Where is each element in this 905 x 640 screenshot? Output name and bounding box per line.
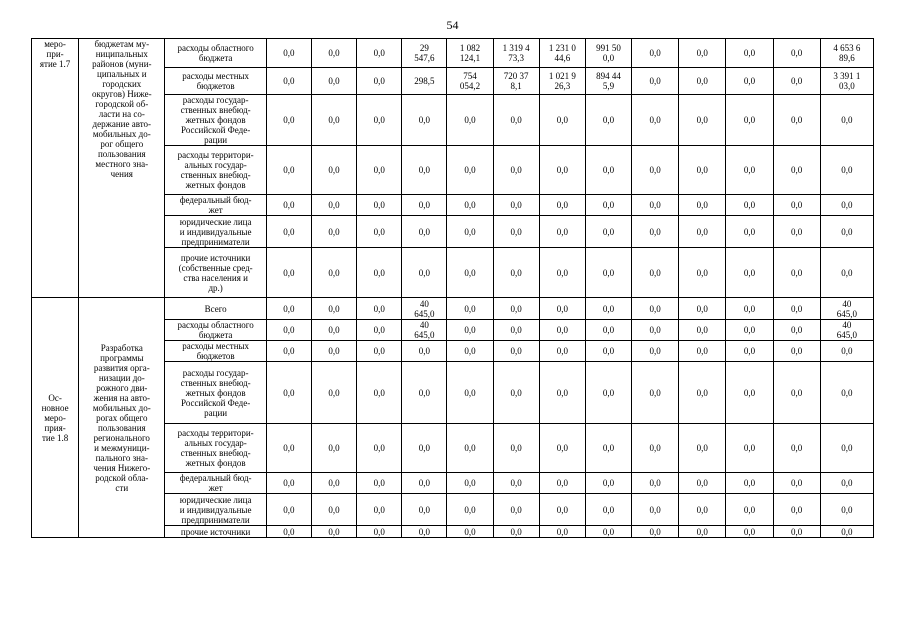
value-cell: 0,0 [585,424,631,473]
value-cell: 0,0 [585,216,631,248]
value-cell: 0,0 [447,95,493,146]
value-cell: 0,0 [820,362,873,424]
value-cell: 0,0 [493,473,539,494]
value-cell: 0,0 [493,95,539,146]
value-cell: 0,0 [266,195,311,216]
value-cell: 0,0 [726,68,773,95]
value-cell: 1 319 4 73,3 [493,39,539,68]
value-cell: 40 645,0 [402,298,447,320]
value-cell: 0,0 [679,248,726,298]
value-cell: 0,0 [311,362,356,424]
value-cell: 0,0 [632,526,679,538]
value-cell: 0,0 [402,146,447,195]
value-cell: 0,0 [311,320,356,341]
value-cell: 0,0 [726,424,773,473]
value-cell: 0,0 [493,362,539,424]
value-cell: 0,0 [493,424,539,473]
value-cell: 0,0 [632,146,679,195]
value-cell: 0,0 [585,195,631,216]
value-cell: 0,0 [773,473,820,494]
value-cell: 0,0 [266,424,311,473]
funding-source-label: юридические лица и индивидуальные предприниматели [165,494,266,526]
value-cell: 0,0 [357,248,402,298]
value-cell: 0,0 [539,95,585,146]
value-cell: 1 231 0 44,6 [539,39,585,68]
value-cell: 0,0 [357,424,402,473]
value-cell: 0,0 [402,216,447,248]
value-cell: 0,0 [773,248,820,298]
value-cell: 0,0 [632,216,679,248]
value-cell: 0,0 [679,298,726,320]
funding-source-label: расходы местных бюджетов [165,341,266,362]
value-cell: 0,0 [311,526,356,538]
value-cell: 0,0 [357,95,402,146]
value-cell: 0,0 [726,298,773,320]
value-cell: 0,0 [539,320,585,341]
measure-description: Разработка программы развития орга- низации до- рожного дви- жения на авто- мобильных до- рогах общего пользования регионального и межмуници- пального зна- чения Нижего- родской обла- сти [79,298,165,538]
funding-source-label: расходы государ- ственных внебюд- жетных фондов Российской Феде- рации [165,362,266,424]
value-cell: 0,0 [539,341,585,362]
value-cell: 0,0 [311,195,356,216]
value-cell: 0,0 [585,248,631,298]
value-cell: 0,0 [679,146,726,195]
value-cell: 0,0 [585,298,631,320]
value-cell: 0,0 [447,248,493,298]
value-cell: 0,0 [726,39,773,68]
value-cell: 0,0 [679,68,726,95]
value-cell: 0,0 [726,341,773,362]
value-cell: 0,0 [820,248,873,298]
value-cell: 0,0 [820,424,873,473]
value-cell: 0,0 [539,526,585,538]
value-cell: 0,0 [679,473,726,494]
value-cell: 0,0 [679,95,726,146]
value-cell: 0,0 [493,494,539,526]
value-cell: 0,0 [632,362,679,424]
value-cell: 0,0 [585,95,631,146]
value-cell: 0,0 [311,146,356,195]
funding-source-label: расходы местных бюджетов [165,68,266,95]
measure-description: бюджетам му- ниципальных районов (муни- ципальных и городских округов) Ниже- городской об- ласти на со- держание авто- мобильных до- рог общего пользования местного зна- чения [79,39,165,298]
value-cell: 0,0 [357,39,402,68]
value-cell: 0,0 [447,298,493,320]
value-cell: 0,0 [311,248,356,298]
value-cell: 3 391 1 03,0 [820,68,873,95]
value-cell: 0,0 [820,195,873,216]
value-cell: 0,0 [679,216,726,248]
value-cell: 0,0 [585,362,631,424]
value-cell: 0,0 [357,298,402,320]
value-cell: 0,0 [311,95,356,146]
value-cell: 720 37 8,1 [493,68,539,95]
value-cell: 0,0 [679,195,726,216]
value-cell: 0,0 [585,494,631,526]
value-cell: 0,0 [447,494,493,526]
value-cell: 0,0 [726,216,773,248]
value-cell: 0,0 [402,424,447,473]
value-cell: 754 054,2 [447,68,493,95]
value-cell: 0,0 [632,39,679,68]
value-cell: 0,0 [493,320,539,341]
value-cell: 0,0 [585,146,631,195]
value-cell: 0,0 [311,68,356,95]
value-cell: 0,0 [632,195,679,216]
value-cell: 0,0 [402,526,447,538]
funding-source-label: расходы государ- ственных внебюд- жетных фондов Российской Феде- рации [165,95,266,146]
value-cell: 0,0 [726,494,773,526]
funding-source-label: федеральный бюд- жет [165,473,266,494]
value-cell: 0,0 [311,298,356,320]
value-cell: 0,0 [402,341,447,362]
value-cell: 0,0 [539,216,585,248]
value-cell: 1 082 124,1 [447,39,493,68]
value-cell: 0,0 [539,494,585,526]
value-cell: 0,0 [493,526,539,538]
value-cell: 0,0 [357,362,402,424]
value-cell: 0,0 [679,39,726,68]
value-cell: 0,0 [266,320,311,341]
value-cell: 0,0 [632,473,679,494]
value-cell: 0,0 [447,424,493,473]
value-cell: 0,0 [266,248,311,298]
value-cell: 40 645,0 [820,320,873,341]
value-cell: 0,0 [632,95,679,146]
value-cell: 1 021 9 26,3 [539,68,585,95]
value-cell: 0,0 [266,298,311,320]
value-cell: 0,0 [266,39,311,68]
value-cell: 0,0 [820,146,873,195]
value-cell: 0,0 [679,494,726,526]
value-cell: 0,0 [679,526,726,538]
table-row [32,298,874,320]
value-cell: 0,0 [773,362,820,424]
value-cell: 0,0 [773,146,820,195]
value-cell: 4 653 6 89,6 [820,39,873,68]
value-cell: 0,0 [266,68,311,95]
value-cell: 0,0 [357,473,402,494]
value-cell: 0,0 [357,526,402,538]
value-cell: 0,0 [447,320,493,341]
value-cell: 0,0 [539,298,585,320]
value-cell: 0,0 [773,95,820,146]
value-cell: 0,0 [357,320,402,341]
value-cell: 0,0 [402,473,447,494]
funding-source-label: федеральный бюд- жет [165,195,266,216]
value-cell: 0,0 [266,473,311,494]
value-cell: 0,0 [820,95,873,146]
page-number: 54 [446,18,459,32]
value-cell: 0,0 [266,526,311,538]
value-cell: 0,0 [311,216,356,248]
funding-source-label: Всего [165,298,266,320]
value-cell: 0,0 [266,95,311,146]
value-cell: 0,0 [357,146,402,195]
value-cell: 0,0 [726,362,773,424]
value-cell: 0,0 [447,195,493,216]
value-cell: 0,0 [539,473,585,494]
value-cell: 0,0 [585,320,631,341]
value-cell: 0,0 [585,526,631,538]
value-cell: 894 44 5,9 [585,68,631,95]
value-cell: 0,0 [266,494,311,526]
value-cell: 0,0 [726,146,773,195]
value-cell: 0,0 [493,341,539,362]
value-cell: 0,0 [493,298,539,320]
value-cell: 0,0 [632,298,679,320]
funding-source-label: юридические лица и индивидуальные предприниматели [165,216,266,248]
value-cell: 0,0 [357,216,402,248]
value-cell: 0,0 [773,298,820,320]
value-cell: 0,0 [447,362,493,424]
value-cell: 0,0 [632,424,679,473]
value-cell: 0,0 [632,248,679,298]
value-cell: 0,0 [632,494,679,526]
table-row [32,39,874,68]
value-cell: 0,0 [585,341,631,362]
funding-source-label: расходы областного бюджета [165,39,266,68]
value-cell: 0,0 [820,341,873,362]
value-cell: 0,0 [311,494,356,526]
value-cell: 0,0 [726,526,773,538]
value-cell: 0,0 [402,195,447,216]
value-cell: 0,0 [447,341,493,362]
value-cell: 0,0 [266,146,311,195]
value-cell: 0,0 [820,494,873,526]
value-cell: 0,0 [311,39,356,68]
value-cell: 0,0 [539,248,585,298]
value-cell: 0,0 [357,341,402,362]
value-cell: 0,0 [311,473,356,494]
value-cell: 0,0 [402,95,447,146]
value-cell: 0,0 [402,362,447,424]
funding-source-label: прочие источники (собственные сред- ства населения и др.) [165,248,266,298]
value-cell: 29 547,6 [402,39,447,68]
value-cell: 0,0 [773,320,820,341]
value-cell: 0,0 [493,248,539,298]
measure-code: меро- при- ятие 1.7 [32,39,79,298]
value-cell: 0,0 [726,195,773,216]
funding-source-label: расходы территори- альных государ- ственных внебюд- жетных фондов [165,424,266,473]
value-cell: 0,0 [266,362,311,424]
value-cell: 298,5 [402,68,447,95]
funding-source-label: прочие источники [165,526,266,538]
value-cell: 0,0 [726,95,773,146]
funding-source-label: расходы территори- альных государ- ственных внебюд- жетных фондов [165,146,266,195]
value-cell: 0,0 [311,341,356,362]
value-cell: 0,0 [539,195,585,216]
value-cell: 0,0 [357,195,402,216]
value-cell: 0,0 [447,216,493,248]
budget-table [31,38,874,538]
value-cell: 0,0 [539,362,585,424]
value-cell: 0,0 [820,473,873,494]
value-cell: 0,0 [820,526,873,538]
value-cell: 0,0 [632,68,679,95]
measure-code: Ос- новное меро- прия- тие 1.8 [32,298,79,538]
value-cell: 0,0 [632,341,679,362]
value-cell: 40 645,0 [402,320,447,341]
value-cell: 0,0 [447,146,493,195]
value-cell: 0,0 [679,320,726,341]
value-cell: 991 50 0,0 [585,39,631,68]
value-cell: 0,0 [357,494,402,526]
value-cell: 0,0 [493,195,539,216]
value-cell: 0,0 [679,341,726,362]
value-cell: 0,0 [402,494,447,526]
value-cell: 0,0 [726,320,773,341]
value-cell: 0,0 [773,195,820,216]
value-cell: 0,0 [311,424,356,473]
value-cell: 0,0 [679,424,726,473]
value-cell: 0,0 [726,473,773,494]
value-cell: 0,0 [447,526,493,538]
funding-source-label: расходы областного бюджета [165,320,266,341]
value-cell: 0,0 [539,424,585,473]
value-cell: 0,0 [632,320,679,341]
value-cell: 0,0 [539,146,585,195]
value-cell: 0,0 [266,341,311,362]
value-cell: 0,0 [402,248,447,298]
value-cell: 40 645,0 [820,298,873,320]
value-cell: 0,0 [773,526,820,538]
value-cell: 0,0 [726,248,773,298]
value-cell: 0,0 [357,68,402,95]
value-cell: 0,0 [820,216,873,248]
value-cell: 0,0 [773,494,820,526]
value-cell: 0,0 [773,424,820,473]
value-cell: 0,0 [266,216,311,248]
value-cell: 0,0 [773,341,820,362]
value-cell: 0,0 [773,68,820,95]
value-cell: 0,0 [679,362,726,424]
value-cell: 0,0 [493,146,539,195]
value-cell: 0,0 [447,473,493,494]
value-cell: 0,0 [585,473,631,494]
value-cell: 0,0 [773,216,820,248]
value-cell: 0,0 [493,216,539,248]
value-cell: 0,0 [773,39,820,68]
